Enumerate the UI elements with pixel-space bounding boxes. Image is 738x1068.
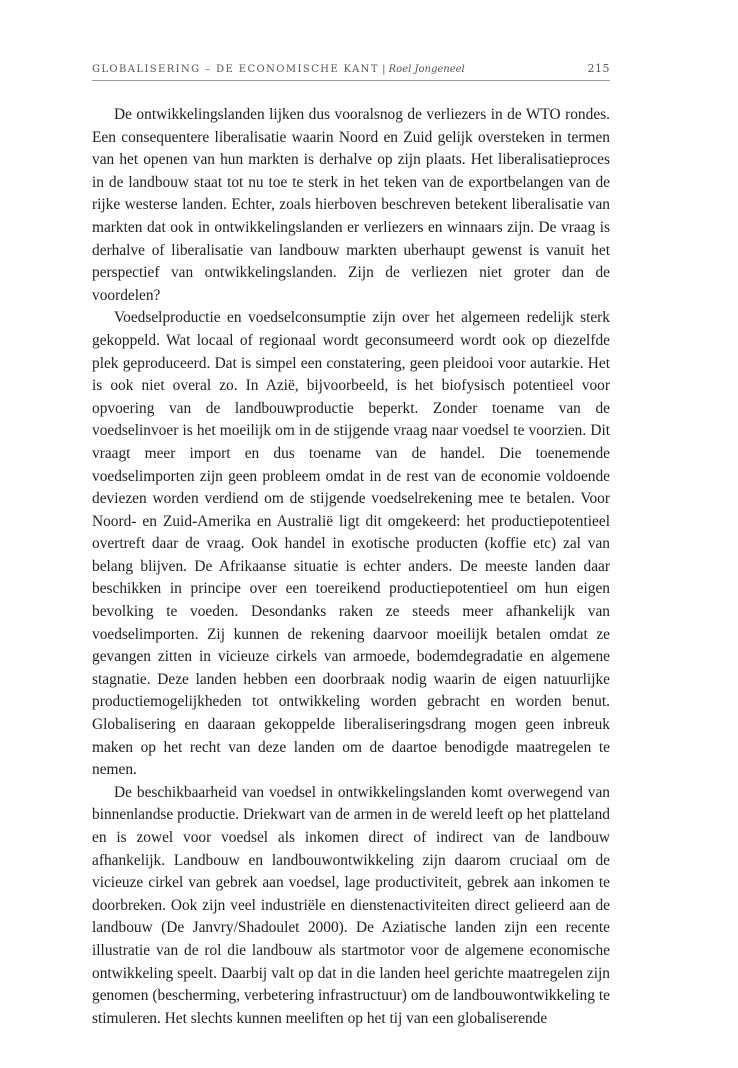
body-text [92,104,610,1030]
paragraph-3: De beschikbaarheid van voedsel in ontwikkelingslanden komt overwegend van binnenlandse productie. Driekwart van de armen in de wereld leeft op het platteland en is zowel voor voedsel als inkomen direct of indirect van de landbouw afhankelijk. Landbouw en landbouwontwikkeling zijn daarom cruciaal om de vicieuze cirkel van gebrek aan voedsel, lage productiviteit, gebrek aan inkomen te doorbreken. Ook zijn veel industriële en dienstenactiviteiten direct gelieerd aan de landbouw (De Janvry/Shadoulet 2000). De Aziatische landen zijn een recente illustratie van de rol die landbouw als startmotor voor de algemene economische ontwikkeling speelt. Daarbij valt op dat in die landen heel gerichte maatregelen zijn genomen (bescherming, verbetering infrastructuur) om de landbouwontwikkeling te stimuleren. Het slechts kunnen meeliften op het tij van een globaliserende [92,783,610,1027]
running-head-author: Roel Jongeneel [388,64,465,75]
header-rule [92,80,610,81]
paragraph-2: Voedselproductie en voedselconsumptie zijn over het algemeen redelijk sterk gekoppeld. Wat locaal of regionaal wordt geconsumeerd wordt ook op diezelfde plek geproduceerd. Dat is simpel een constatering, geen pleidooi voor autarkie. Het is ook niet overal zo. In Azië, bijvoorbeeld, is het biofysisch potentieel voor opvoering van de landbouwproductie beperkt. Zonder toename van de voedselinvoer is het moeilijk om in de stijgende vraag naar voedsel te voorzien. Dit vraagt meer import en dus toename van de handel. Die toenemende voedselimporten zijn geen probleem omdat in de rest van de economie voldoende deviezen worden verdiend om de stijgende voedselrekening mee te betalen. Voor Noord- en Zuid-Amerika en Australië ligt dit omgekeerd: het productiepotentieel overtreft daar de vraag. Ook handel in exotische producten (koffie etc) zal van belang blijven. De Afrikaanse situatie is echter anders. De meeste landen daar beschikken in principe over een toereikend productiepotentieel om hun eigen bevolking te voeden. Desondanks raken ze steeds meer afhankelijk van voedselimporten. Zij kunnen de rekening daarvoor moeilijk betalen omdat ze gevangen zitten in vicieuze cirkels van armoede, bodemdegradatie en algemene stagnatie. Deze landen hebben een doorbraak nodig waarin de eigen natuurlijke productiemogelijkheden tot ontwikkeling worden gebracht en worden benut. Globalisering en daaraan gekoppelde liberaliseringsdrang mogen geen inbreuk maken op het recht van deze landen om de daartoe benodigde maatregelen te nemen. [92,309,610,779]
running-head [92,62,610,75]
page-number: 215 [587,62,610,75]
running-head-separator: | [378,64,389,75]
paragraph-1: De ontwikkelingslanden lijken dus vooralsnog de verliezers in de WTO rondes. Een consequentere liberalisatie waarin Noord en Zuid gelijk oversteken in termen van het openen van hun markten is derhalve op zijn plaats. Het liberalisatieproces in de landbouw staat tot nu toe te sterk in het teken van de exportbelangen van de rijke westerse landen. Echter, zoals hierboven beschreven betekent liberalisatie van markten dat ook in ontwikkelingslanden er verliezers en winnaars zijn. De vraag is derhalve of liberalisatie van landbouw markten uberhaupt gewenst is vanuit het perspectief van ontwikkelingslanden. Zijn de verliezen niet groter dan de voordelen? [92,106,610,304]
running-head-title [92,64,465,75]
running-head-section: GLOBALISERING – DE ECONOMISCHE KANT [92,64,379,75]
